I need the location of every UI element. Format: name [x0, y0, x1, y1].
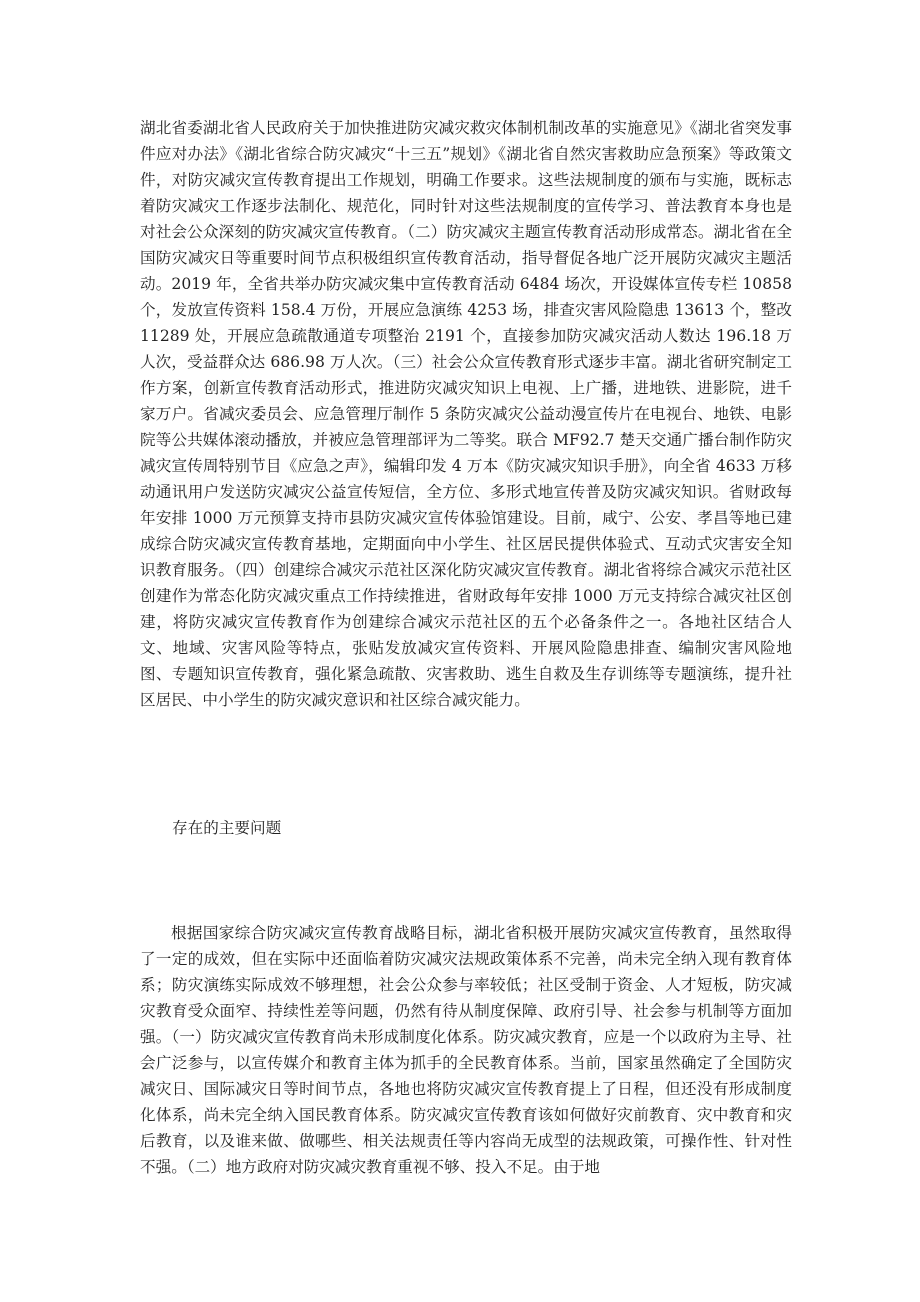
body-paragraph-1: 湖北省委湖北省人民政府关于加快推进防灾减灾救灾体制机制改革的实施意见》《湖北省突发事件应对办法》《湖北省综合防灾减灾“十三五”规划》《湖北省自然灾害救助应急预案》等政策文件，对防灾减灾宣传教育提出工作规划，明确工作要求。这些法规制度的颁布与实施，既标志着防灾减灾工作逐步法制化、规范化，同时针对这些法规制度的宣传学习、普法教育本身也是对社会公众深刻的防灾减灾宣传教育。（二）防灾减灾主题宣传教育活动形成常态。湖北省在全国防灾减灾日等重要时间节点积极组织宣传教育活动，指导督促各地广泛开展防灾减灾主题活动。2019 年，全省共举办防灾减灾集中宣传教育活动 6484 场次，开设媒体宣传专栏 10858 个，发放宣传资料 158.4 万份，开展应急演练 4253 场，排查灾害风险隐患 13613 个，整改 11289 处，开展应急疏散通道专项整治 2191 个，直接参加防灾减灾活动人数达 196.18 万人次，受益群众达 686.98 万人次。（三）社会公众宣传教育形式逐步丰富。湖北省研究制定工作方案，创新宣传教育活动形式，推进防灾减灾知识上电视、上广播，进地铁、进影院，进千家万户。省减灾委员会、应急管理厅制作 5 条防灾减灾公益动漫宣传片在电视台、地铁、电影院等公共媒体滚动播放，并被应急管理部评为二等奖。联合 MF92.7 楚天交通广播台制作防灾减灾宣传周特别节目《应急之声》，编辑印发 4 万本《防灾减灾知识手册》，向全省 4633 万移动通讯用户发送防灾减灾公益宣传短信，全方位、多形式地宣传普及防灾减灾知识。省财政每年安排 1000 万元预算支持市县防灾减灾宣传体验馆建设。目前，咸宁、公安、孝昌等地已建成综合防灾减灾宣传教育基地，定期面向中小学生、社区居民提供体验式、互动式灾害安全知识教育服务。（四）创建综合减灾示范社区深化防灾减灾宣传教育。湖北省将综合减灾示范社区创建作为常态化防灾减灾重点工作持续推进，省财政每年安排 1000 万元支持综合减灾社区创建，将防灾减灾宣传教育作为创建综合减灾示范社区的五个必备条件之一。各地社区结合人文、地域、灾害风险等特点，张贴发放减灾宣传资料、开展风险隐患排查、编制灾害风险地图、专题知识宣传教育，强化紧急疏散、灾害救助、逃生自救及生存训练等专题演练，提升社区居民、中小学生的防灾减灾意识和社区综合减灾能力。 — [140, 119, 792, 709]
body-paragraph-2: 根据国家综合防灾减灾宣传教育战略目标，湖北省积极开展防灾减灾宣传教育，虽然取得了一定的成效，但在实际中还面临着防灾减灾法规政策体系不完善，尚未完全纳入现有教育体系；防灾演练实际成效不够理想，社会公众参与率较低；社区受制于资金、人才短板，防灾减灾教育受众面窄、持续性差等问题，仍然有待从制度保障、政府引导、社会参与机制等方面加强。（一）防灾减灾宣传教育尚未形成制度化体系。防灾减灾教育，应是一个以政府为主导、社会广泛参与，以宣传媒介和教育主体为抓手的全民教育体系。当前，国家虽然确定了全国防灾减灾日、国际减灾日等时间节点，各地也将防灾减灾宣传教育提上了日程，但还没有形成制度化体系，尚未完全纳入国民教育体系。防灾减灾宣传教育该如何做好灾前教育、灾中教育和灾后教育，以及谁来做、做哪些、相关法规责任等内容尚无成型的法规政策，可操作性、针对性不强。（二）地方政府对防灾减灾教育重视不够、投入不足。由于地 — [140, 924, 792, 1176]
section-heading: 存在的主要问题 — [172, 819, 282, 837]
